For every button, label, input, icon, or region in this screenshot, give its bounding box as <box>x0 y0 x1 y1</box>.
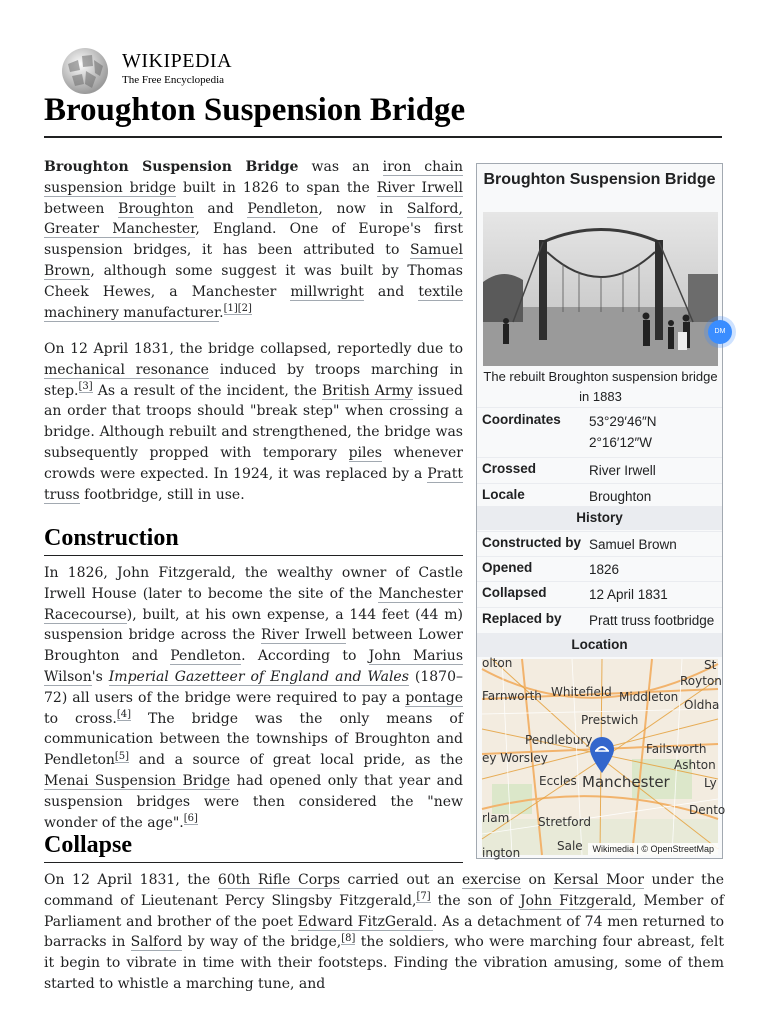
row-label: Coordinates <box>482 412 561 427</box>
row-label: Replaced by <box>482 611 562 626</box>
text: As a result of the incident, the <box>92 382 322 399</box>
construction-paragraph <box>44 563 463 833</box>
coordinates-lon[interactable]: 2°16′12″W <box>589 435 652 450</box>
row-label: Opened <box>482 560 533 575</box>
bridge-photo[interactable] <box>483 212 718 366</box>
text: (1870–72) all users of the bridge were required to pay a <box>44 668 463 706</box>
link-pendleton[interactable]: Pendleton <box>170 648 242 665</box>
text: built in 1826 to span the <box>176 179 377 196</box>
link-exercise[interactable]: exercise <box>461 872 521 888</box>
link-british-army[interactable]: British Army <box>321 382 413 399</box>
text: The bridge was the only means of communication between the townships of Broughton and Pendleton <box>44 710 463 769</box>
text: and <box>193 200 248 217</box>
link-pratt-truss[interactable]: Pratt truss <box>44 465 463 503</box>
text: ), built, at his own expense, a 144 feet (44 m) suspension bridge across the <box>44 606 463 644</box>
text: On 12 April 1831, the bridge collapsed, reportedly due to <box>44 341 463 357</box>
text: In 1826, John Fitzgerald, the wealthy owner of Castle Irwell House (later to become the site of the <box>44 565 463 602</box>
link-menai-suspension-bridge[interactable]: Menai Suspension Bridge <box>44 772 231 789</box>
infobox-row-replaced-by <box>477 607 722 634</box>
lead-term: Broughton Suspension Bridge <box>44 159 299 175</box>
infobox-row-opened <box>477 556 722 582</box>
link-salford[interactable]: Salford, Greater Manchester <box>44 200 463 238</box>
link-river-irwell[interactable]: River Irwell <box>376 179 463 196</box>
text: 's <box>91 668 109 685</box>
map-label: Pendlebury <box>525 733 593 747</box>
map-label: Oldha <box>684 698 720 712</box>
section-divider <box>44 862 463 863</box>
section-heading-construction: Construction <box>44 525 179 551</box>
text: was an <box>298 159 383 175</box>
link-pontage[interactable]: pontage <box>405 689 463 706</box>
text: between <box>44 200 119 217</box>
row-value: Samuel Brown <box>589 537 677 552</box>
text: and <box>363 283 419 300</box>
intro-paragraph-2 <box>44 339 463 505</box>
text: footbridge, still in use. <box>79 486 245 503</box>
text: , now in <box>318 200 407 217</box>
text: , although some suggest it was built by Thomas Cheek Hewes, a Manchester <box>44 262 463 300</box>
citation-6[interactable]: [6] <box>183 812 198 824</box>
link-john-marius-wilson[interactable]: John Marius Wilson <box>44 648 464 685</box>
row-label: Crossed <box>482 461 537 476</box>
link-samuel-brown[interactable]: Samuel Brown <box>44 242 463 279</box>
citation-4[interactable]: [4] <box>116 708 132 720</box>
map-attribution[interactable]: Wikimedia | © OpenStreetMap <box>588 843 718 855</box>
photo-caption: The rebuilt Broughton suspension bridge in 1883 <box>483 369 718 404</box>
text: under the command of Lieutenant Percy Slingsby Fitzgerald, <box>44 872 724 909</box>
row-value: Pratt truss footbridge <box>589 613 715 628</box>
collapse-paragraph <box>44 870 724 995</box>
row-label: Constructed by <box>482 535 582 550</box>
coordinates-lat[interactable]: 53°29′46″N <box>589 414 657 429</box>
map-tiles <box>482 656 726 860</box>
infobox-heading-location: Location <box>477 633 722 657</box>
text: the son of <box>430 892 520 909</box>
wikipedia-globe-logo[interactable] <box>60 46 110 96</box>
text: between Lower Broughton and <box>44 627 463 665</box>
title-divider <box>44 136 722 138</box>
map-label: rlam <box>482 811 510 825</box>
link-manchester-racecourse[interactable]: Manchester Racecourse <box>44 585 463 623</box>
intro-paragraph-1 <box>44 157 463 323</box>
link-mechanical-resonance[interactable]: mechanical resonance <box>44 361 209 378</box>
text: . As a detachment of 74 men returned to barracks in <box>44 913 724 951</box>
row-value: River Irwell <box>589 463 656 478</box>
link-imperial-gazetteer[interactable]: Imperial Gazetteer of England and Wales <box>108 668 409 685</box>
page-title: Broughton Suspension Bridge <box>44 92 466 128</box>
floating-action-badge[interactable]: DM <box>708 320 732 344</box>
link-pendleton[interactable]: Pendleton <box>247 200 319 217</box>
citation-1[interactable]: [1] <box>223 302 238 314</box>
infobox-row-crossed <box>477 457 722 484</box>
text: induced by troops marching in step. <box>44 361 463 399</box>
citation-5[interactable]: [5] <box>114 750 130 762</box>
text: On 12 April 1831, the <box>44 872 218 888</box>
link-iron-chain-suspension-bridge[interactable]: iron chain suspension bridge <box>44 159 464 196</box>
map-label: ey Worsley <box>482 751 548 765</box>
map-label: St <box>704 658 717 672</box>
row-label: Locale <box>482 487 525 502</box>
text: had opened only that year and suspension bridges were then considered the "new wonder of the age". <box>44 772 463 831</box>
link-60th-rifle-corps[interactable]: 60th Rifle Corps <box>217 872 340 888</box>
text: whenever crowds were expected. In 1924, it was replaced by a <box>44 444 463 482</box>
map-label: Sale <box>557 839 583 853</box>
infobox-row-coordinates <box>477 407 722 458</box>
map-label: Farnworth <box>482 689 542 703</box>
link-edward-fitzgerald[interactable]: Edward FitzGerald <box>297 913 433 930</box>
link-piles[interactable]: piles <box>348 444 382 461</box>
infobox-row-collapsed <box>477 581 722 608</box>
map-label: olton <box>482 656 513 670</box>
infobox-heading-history: History <box>477 506 722 530</box>
map-label: Eccles <box>539 774 577 788</box>
row-value: 12 April 1831 <box>589 587 668 602</box>
text: and a source of great local pride, as the <box>129 752 463 769</box>
text: to cross. <box>44 710 117 727</box>
map-label: Prestwich <box>581 713 639 727</box>
map-label: Middleton <box>619 690 679 704</box>
row-label: Collapsed <box>482 585 547 600</box>
section-divider <box>44 555 463 556</box>
map-label: Manchester <box>582 773 670 791</box>
text: , Member of Parliament and brother of the poet <box>44 892 725 930</box>
text: , England. One of Europe's first suspension bridges, it has been attributed to <box>44 221 463 259</box>
infobox-row-constructed-by <box>477 531 722 557</box>
infobox <box>476 163 726 860</box>
map-label: Stretford <box>538 815 591 829</box>
text: the soldiers, who were marching four abreast, felt it begin to vibrate in time with their footsteps. Finding the vibration amusing, some of them started to whistle a marching tune, and <box>44 934 724 992</box>
text: carried out an <box>340 872 462 888</box>
site-header[interactable] <box>60 44 260 94</box>
wikipedia-wordmark: WIKIPEDIA <box>122 50 233 72</box>
link-river-irwell[interactable]: River Irwell <box>261 627 347 644</box>
location-map[interactable] <box>482 656 726 860</box>
citation-7[interactable]: [7] <box>416 891 431 903</box>
link-kersal-moor[interactable]: Kersal Moor <box>553 872 644 888</box>
map-label: Royton <box>680 674 722 688</box>
citation-3[interactable]: [3] <box>78 380 93 392</box>
wikipedia-tagline: The Free Encyclopedia <box>122 74 225 86</box>
row-value: Broughton <box>589 489 652 504</box>
citation-2[interactable]: [2] <box>237 302 252 314</box>
text: by way of the bridge, <box>182 934 342 951</box>
text: . According to <box>241 648 369 665</box>
citation-8[interactable]: [8] <box>341 932 356 944</box>
map-label: Ly <box>704 776 717 790</box>
text: . <box>219 304 224 321</box>
link-broughton[interactable]: Broughton <box>118 200 194 217</box>
map-label: Dento <box>689 803 726 817</box>
text: issued an order that troops should "break step" when crossing a bridge. Although rebuilt and strengthened, the bridge was subsequently propped with temporary <box>44 382 463 461</box>
map-label: Failsworth <box>646 742 707 756</box>
link-textile-machinery[interactable]: textile machinery manufacturer <box>44 283 463 321</box>
row-value: 1826 <box>589 562 620 577</box>
link-millwright[interactable]: millwright <box>290 283 364 300</box>
link-john-fitzgerald[interactable]: John Fitzgerald <box>519 892 633 909</box>
section-heading-collapse: Collapse <box>44 832 133 858</box>
link-salford[interactable]: Salford <box>130 934 183 951</box>
infobox-title: Broughton Suspension Bridge <box>483 171 716 188</box>
map-label: Whitefield <box>551 685 612 699</box>
map-label: ington <box>482 846 521 860</box>
map-label: Ashton <box>674 758 716 772</box>
text: on <box>520 872 554 888</box>
